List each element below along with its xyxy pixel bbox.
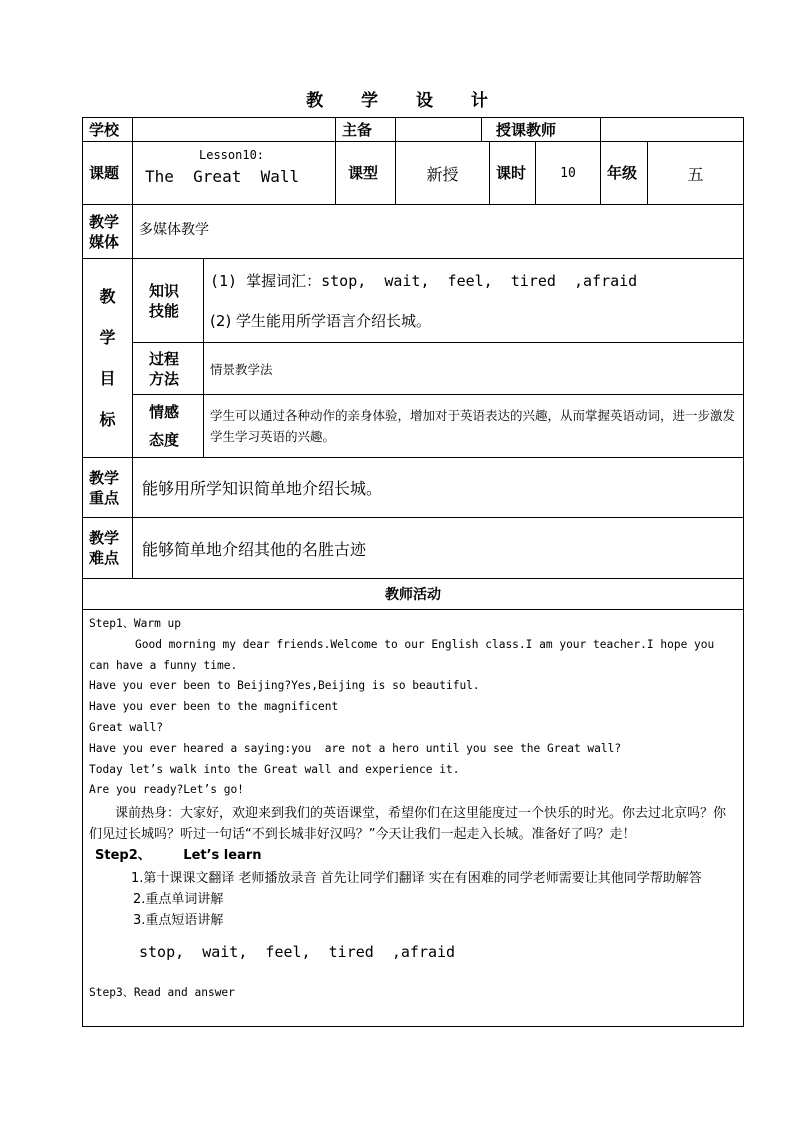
objective-emotion-row	[83, 395, 744, 458]
lesson-number: Lesson10:	[199, 148, 265, 162]
school-value	[133, 118, 336, 142]
step1-title: Step1、Warm up	[89, 617, 182, 630]
activity-body-row	[83, 610, 744, 1027]
warmup-line-5: Great wall?	[89, 720, 164, 734]
warmup-line-6: Have you ever heared a saying:you are not a hero until you see the Great wall?	[89, 741, 622, 755]
knowledge-label: 知识 技能	[133, 259, 204, 343]
difficult-points-value: 能够简单地介绍其他的名胜古迹	[133, 518, 744, 579]
process-label: 过程 方法	[133, 343, 204, 395]
grade-label: 年级	[601, 142, 648, 205]
topic-label: 课题	[83, 142, 133, 205]
lesson-plan-table	[82, 117, 744, 1027]
activity-header-row	[83, 579, 744, 610]
activity-header: 教师活动	[83, 579, 744, 610]
step2-name: Let’s learn	[183, 848, 262, 864]
lead-preparer-label: 主备	[336, 118, 396, 142]
warmup-line-2: can have a funny time.	[89, 658, 238, 672]
step2-item-2: 2.重点单词讲解	[133, 892, 224, 908]
grade-value: 五	[648, 142, 744, 205]
warmup-line-7: Today let’s walk into the Great wall and experience it.	[89, 762, 460, 776]
emotion-value: 学生可以通过各种动作的亲身体验，增加对于英语表达的兴趣，从而掌握英语动词，进一步激发学生学习英语的兴趣。	[204, 395, 744, 458]
key-points-label: 教学 重点	[83, 458, 133, 518]
page-title: 教 学 设 计	[306, 91, 504, 111]
lesson-name: The Great Wall	[145, 167, 300, 186]
step2-heading	[89, 845, 737, 866]
lesson-type-value: 新授	[396, 142, 490, 205]
warmup-line-1: Good morning my dear friends.Welcome to our English class.I am your teacher.I hope you	[135, 637, 715, 651]
lead-preparer-value	[396, 118, 482, 142]
knowledge-item-2: (2) 学生能用所学语言介绍长城。	[210, 311, 432, 330]
warmup-line-4: Have you ever been to the magnificent	[89, 700, 339, 714]
school-row	[83, 118, 744, 142]
step2-words: stop, wait, feel, tired ,afraid	[139, 943, 456, 962]
step2-item-3: 3.重点短语讲解	[133, 913, 224, 929]
media-label: 教学 媒体	[83, 205, 133, 259]
teacher-value	[601, 118, 744, 142]
objective-knowledge-row	[83, 259, 744, 343]
objective-process-row	[83, 343, 744, 395]
difficult-points-label: 教学 难点	[83, 518, 133, 579]
warmup-line-8: Are you ready?Let’s go!	[89, 783, 244, 797]
media-value: 多媒体教学	[133, 205, 744, 259]
step3-title: Step3、Read and answer	[89, 986, 235, 1000]
period-label: 课时	[490, 142, 536, 205]
lesson-title-cell	[133, 142, 336, 205]
emotion-label: 情感 态度	[133, 395, 204, 458]
school-label: 学校	[83, 118, 133, 142]
media-row	[83, 205, 744, 259]
step2-item-1: 1.第十课课文翻译 老师播放录音 首先让同学们翻译 实在有困难的同学老师需要让其他同学帮助解答	[131, 871, 702, 887]
activity-content	[83, 610, 744, 1027]
objectives-side-label: 教 学 目 标	[83, 259, 133, 458]
process-value: 情景教学法	[204, 343, 744, 395]
difficult-points-row	[83, 518, 744, 579]
key-points-value: 能够用所学知识简单地介绍长城。	[133, 458, 744, 518]
step2-title: Step2、	[95, 848, 151, 864]
warmup-line-3: Have you ever been to Beijing?Yes,Beijing is so beautiful.	[89, 679, 480, 693]
key-points-row	[83, 458, 744, 518]
knowledge-item-1: (1) 掌握词汇：stop, wait, feel, tired ,afraid	[210, 271, 638, 290]
knowledge-content	[204, 259, 744, 343]
warmup-chinese: 课前热身：大家好，欢迎来到我们的英语课堂，希望你们在这里能度过一个快乐的时光。你去过北京吗？你们见过长城吗？听过一句话“不到长城非好汉吗？”今天让我们一起走入长城。准备好了吗？走！	[89, 806, 727, 843]
period-value: 10	[536, 142, 601, 205]
topic-row	[83, 142, 744, 205]
teacher-label: 授课教师	[482, 118, 601, 142]
lesson-type-label: 课型	[336, 142, 396, 205]
